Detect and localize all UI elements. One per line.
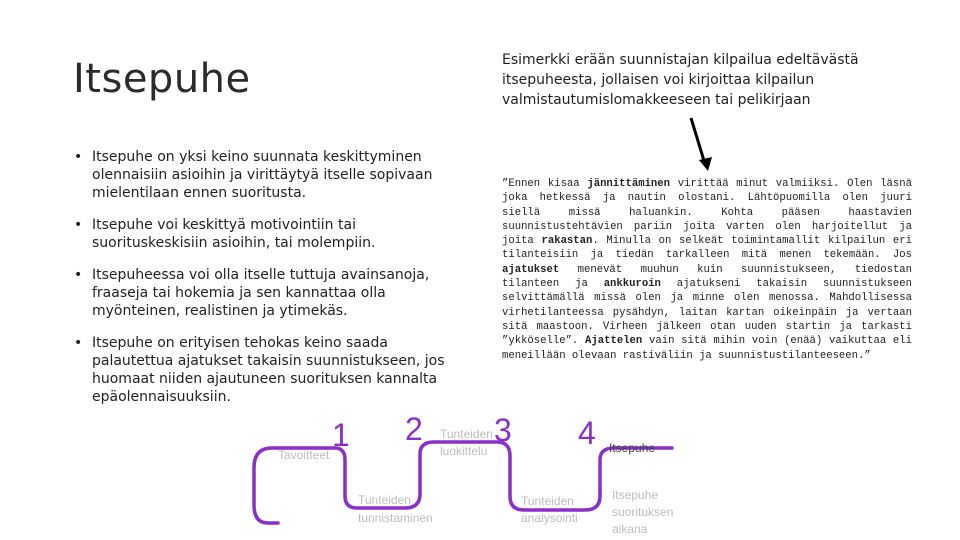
label-analysointi-line2: analysointi xyxy=(521,511,578,525)
step-number: 4 xyxy=(578,415,596,451)
example-intro: Esimerkki erään suunnistajan kilpailua edeltävästä itsepuheesta, jollaisen voi kirjoittaa kilpailun valmistautumislomakkeeseen tai pelikirjaan xyxy=(502,52,859,108)
quote-text: vain sitä mihin voin (enää) vaikuttaa eli meneillään olevaan rastiväliin ja suunnistustilanteeseen.” xyxy=(502,335,912,362)
quote-text: . Minulla on selkeät toimintamallit kilpailun eri tilanteisiin ja tiedän tarkalleen mitä menen tekemään. Jos xyxy=(502,235,912,262)
label-tunnistaminen-line2: tunnistaminen xyxy=(358,511,433,525)
bullet-dot: • xyxy=(74,217,83,233)
quote-keyword: ajatukset xyxy=(502,263,560,276)
label-tavoitteet: Tavoitteet xyxy=(278,448,330,462)
quote-text: ajatukseni takaisin suunnistukseen selvittämällä missä olen ja minne olen menossa. Mahdollisessa virhetilanteessa pysähdyn, laitan kartan oikeinpäin ja vertaan sitä maastoon. Virheen jälkeen otan uuden startin ja tarkasti ”ykköselle”. xyxy=(502,278,912,348)
step-number: 1 xyxy=(332,417,350,453)
quote-keyword: rakastan xyxy=(541,235,593,248)
label-analysointi-line1: Tunteiden xyxy=(521,494,574,508)
quote-text: virittää minut valmiiksi. Olen läsnä joka hetkessä ja nautin olostani. Lähtöpuomilla olen juuri siellä missä haluankin. Kohta pääsen haastavien suunnistustehtävien pariin joita varten olen harjoitellut ja joita xyxy=(502,178,912,248)
label-aikana-line1: Itsepuhe xyxy=(612,488,659,502)
bullet-dot: • xyxy=(74,267,83,283)
bullet-dot: • xyxy=(74,149,83,165)
label-itsepuhe: Itsepuhe xyxy=(609,441,656,455)
label-aikana-line2: suorituksen xyxy=(612,505,674,519)
step-number: 3 xyxy=(494,412,512,448)
label-luokittelu-line1: Tunteiden xyxy=(440,427,493,441)
quote-keyword: Ajattelen xyxy=(585,335,643,348)
bullet-text: Itsepuhe voi keskittyä motivointiin tai suorituskeskisiin asioihin, tai molempiin. xyxy=(92,217,376,251)
label-luokittelu-line2: luokittelu xyxy=(440,444,488,458)
quote-keyword: ankkuroin xyxy=(603,278,661,291)
quote-text: menevät muuhun kuin suunnistukseen, tiedostan tilanteen ja xyxy=(502,263,912,291)
bullet-dot: • xyxy=(74,335,83,351)
slide-title: Itsepuhe xyxy=(73,56,251,102)
bullet-text: Itsepuhe on erityisen tehokas keino saada palautettua ajatukset takaisin suunnistukseen, jos huomaat niiden ajautuneen suorituksen kannalta epäolennaisuuksiin. xyxy=(92,335,445,405)
label-aikana-line3: aikana xyxy=(612,522,648,536)
quote-text: ”Ennen kisaa xyxy=(502,178,588,190)
step-number: 2 xyxy=(405,411,423,447)
bullet-text: Itsepuhe on yksi keino suunnata keskittyminen olennaisiin asioihin ja virittäytyä itselle sopivaan mielentilaan ennen suoritusta. xyxy=(92,149,433,201)
down-arrow-icon xyxy=(691,118,712,171)
bullet-text: Itsepuheessa voi olla itselle tuttuja avainsanoja, fraaseja tai hokemia ja sen kannattaa olla myönteinen, realistinen ja ytimekäs. xyxy=(92,267,430,319)
label-tunnistaminen-line1: Tunteiden xyxy=(358,493,411,507)
quote-keyword: jännittäminen xyxy=(587,178,671,190)
